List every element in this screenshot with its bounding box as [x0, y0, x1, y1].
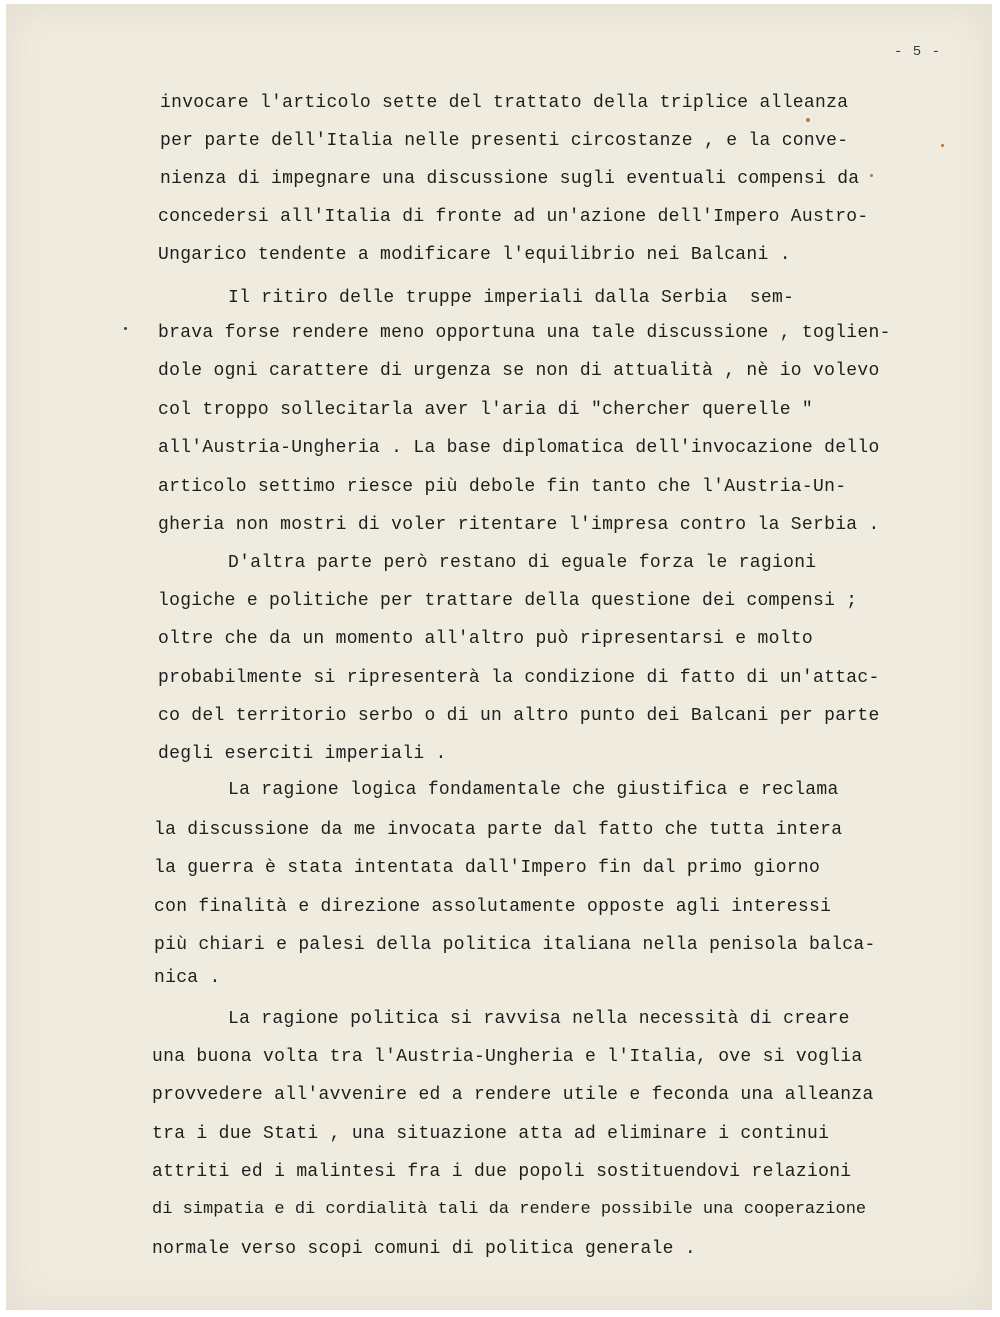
text-line: logiche e politiche per trattare della questione dei compensi ; — [158, 591, 858, 611]
text-line: la guerra è stata intentata dall'Impero fin dal primo giorno — [154, 858, 821, 878]
text-line: co del territorio serbo o di un altro punto dei Balcani per parte — [158, 706, 880, 726]
text-line: col troppo sollecitarla aver l'aria di "chercher querelle " — [158, 400, 814, 420]
text-line: provvedere all'avvenire ed a rendere utile e feconda una alleanza — [152, 1085, 874, 1105]
text-line: invocare l'articolo sette del trattato della triplice alleanza — [160, 93, 849, 113]
text-line: con finalità e direzione assolutamente opposte agli interessi — [154, 897, 832, 917]
text-line: nica . — [154, 968, 221, 988]
text-line: dole ogni carattere di urgenza se non di attualità , nè io volevo — [158, 361, 880, 381]
text-line: tra i due Stati , una situazione atta ad eliminare i continui — [152, 1124, 830, 1144]
text-line: più chiari e palesi della politica italiana nella penisola balca- — [154, 935, 876, 955]
text-line: oltre che da un momento all'altro può ripresentarsi e molto — [158, 629, 814, 649]
text-line: attriti ed i malintesi fra i due popoli sostituendovi relazioni — [152, 1162, 852, 1182]
text-line: per parte dell'Italia nelle presenti circostanze , e la conve- — [160, 131, 849, 151]
text-line: degli eserciti imperiali . — [158, 744, 447, 764]
text-line: una buona volta tra l'Austria-Ungheria e l'Italia, ove si voglia — [152, 1047, 863, 1067]
text-line: D'altra parte però restano di eguale forza le ragioni — [228, 553, 817, 573]
text-line: normale verso scopi comuni di politica generale . — [152, 1239, 696, 1259]
text-line: all'Austria-Ungheria . La base diplomatica dell'invocazione dello — [158, 438, 880, 458]
page-number: - 5 - — [894, 44, 942, 60]
text-line: articolo settimo riesce più debole fin tanto che l'Austria-Un- — [158, 477, 847, 497]
text-line: di simpatia e di cordialità tali da rendere possibile una cooperazione — [152, 1200, 867, 1219]
text-line: concedersi all'Italia di fronte ad un'azione dell'Impero Austro- — [158, 207, 869, 227]
text-line: la discussione da me invocata parte dal fatto che tutta intera — [154, 820, 843, 840]
typed-text-body — [6, 4, 992, 1310]
text-line: La ragione politica si ravvisa nella necessità di creare — [228, 1009, 850, 1029]
text-line: Ungarico tendente a modificare l'equilibrio nei Balcani . — [158, 245, 791, 265]
document-page — [6, 4, 992, 1310]
text-line: nienza di impegnare una discussione sugli eventuali compensi da — [160, 169, 860, 189]
text-line: brava forse rendere meno opportuna una tale discussione , toglien- — [158, 323, 891, 343]
text-line: La ragione logica fondamentale che giustifica e reclama — [228, 780, 839, 800]
text-line: gheria non mostri di voler ritentare l'impresa contro la Serbia . — [158, 515, 880, 535]
text-line: probabilmente si ripresenterà la condizione di fatto di un'attac- — [158, 668, 880, 688]
text-line: Il ritiro delle truppe imperiali dalla Serbia sem- — [228, 288, 795, 308]
